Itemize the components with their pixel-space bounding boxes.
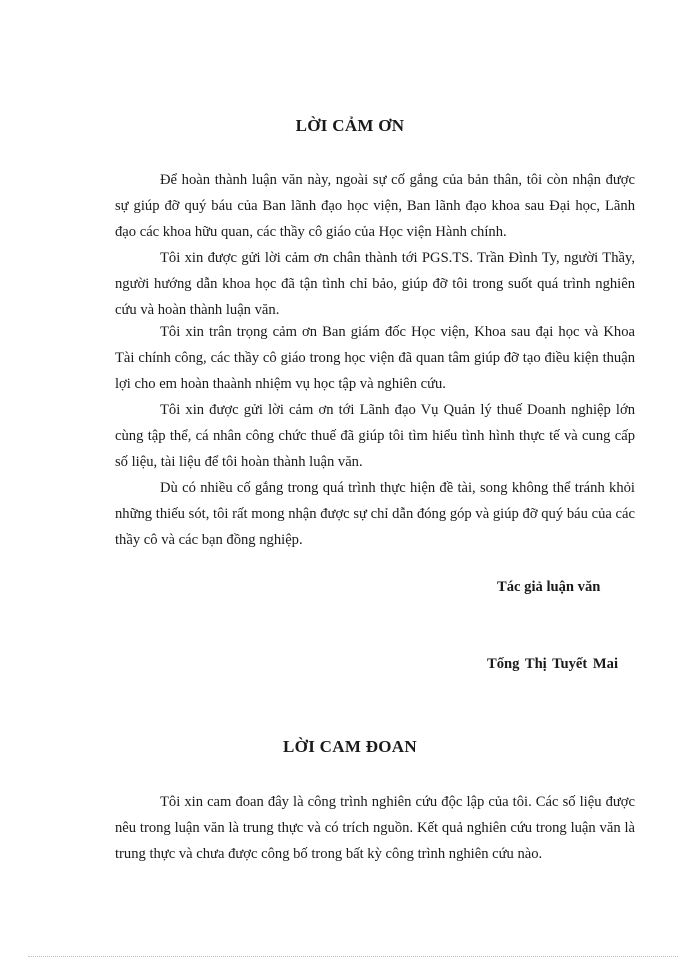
page-bottom-divider <box>28 956 678 957</box>
signature-role: Tác giả luận văn <box>497 579 601 595</box>
acknowledgement-paragraph: Tôi xin được gửi lời cảm ơn chân thành tới PGS.TS. Trần Đình Ty, người Thầy, người hướng dẫn khoa học đã tận tình chỉ bảo, giúp đỡ tôi trong suốt quá trình nghiên cứu và hoàn thành luận văn. <box>115 250 635 318</box>
acknowledgement-paragraph: Tôi xin được gửi lời cảm ơn tới Lãnh đạo Vụ Quản lý thuế Doanh nghiệp lớn cùng tập thể, cá nhân công chức thuế đã giúp tôi tìm hiểu tình hình thực tế và cung cấp số liệu, tài liệu để tôi hoàn thành luận văn. <box>115 402 635 470</box>
declaration-paragraph: Tôi xin cam đoan đây là công trình nghiên cứu độc lập của tôi. Các số liệu được nêu trong luận văn là trung thực và có trích nguồn. Kết quả nghiên cứu trong luận văn là trung thực và chưa được công bố trong bất kỳ công trình nghiên cứu nào. <box>115 794 635 862</box>
acknowledgement-paragraph: Dù có nhiều cố gắng trong quá trình thực hiện đề tài, song không thể tránh khỏi những thiếu sót, tôi rất mong nhận được sự chỉ dẫn đóng góp và giúp đỡ quý báu của các thầy cô và các bạn đồng nghiệp. <box>115 480 635 548</box>
declaration-title: LỜI CAM ĐOAN <box>283 737 417 756</box>
acknowledgement-paragraph: Tôi xin trân trọng cảm ơn Ban giám đốc Học viện, Khoa sau đại học và Khoa Tài chính công, các thầy cô giáo trong học viện đã quan tâm giúp đỡ tạo điều kiện thuận lợi cho em hoàn thaành nhiệm vụ học tập và nghiên cứu. <box>115 324 635 392</box>
acknowledgement-paragraph: Để hoàn thành luận văn này, ngoài sự cố gắng của bản thân, tôi còn nhận được sự giúp đỡ quý báu của Ban lãnh đạo học viện, Ban lãnh đạo khoa sau Đại học, Lãnh đạo các khoa hữu quan, các thầy cô giáo của Học viện Hành chính. <box>115 172 635 240</box>
signature-name: Tống Thị Tuyết Mai <box>487 656 619 672</box>
acknowledgement-title: LỜI CẢM ƠN <box>295 116 405 135</box>
